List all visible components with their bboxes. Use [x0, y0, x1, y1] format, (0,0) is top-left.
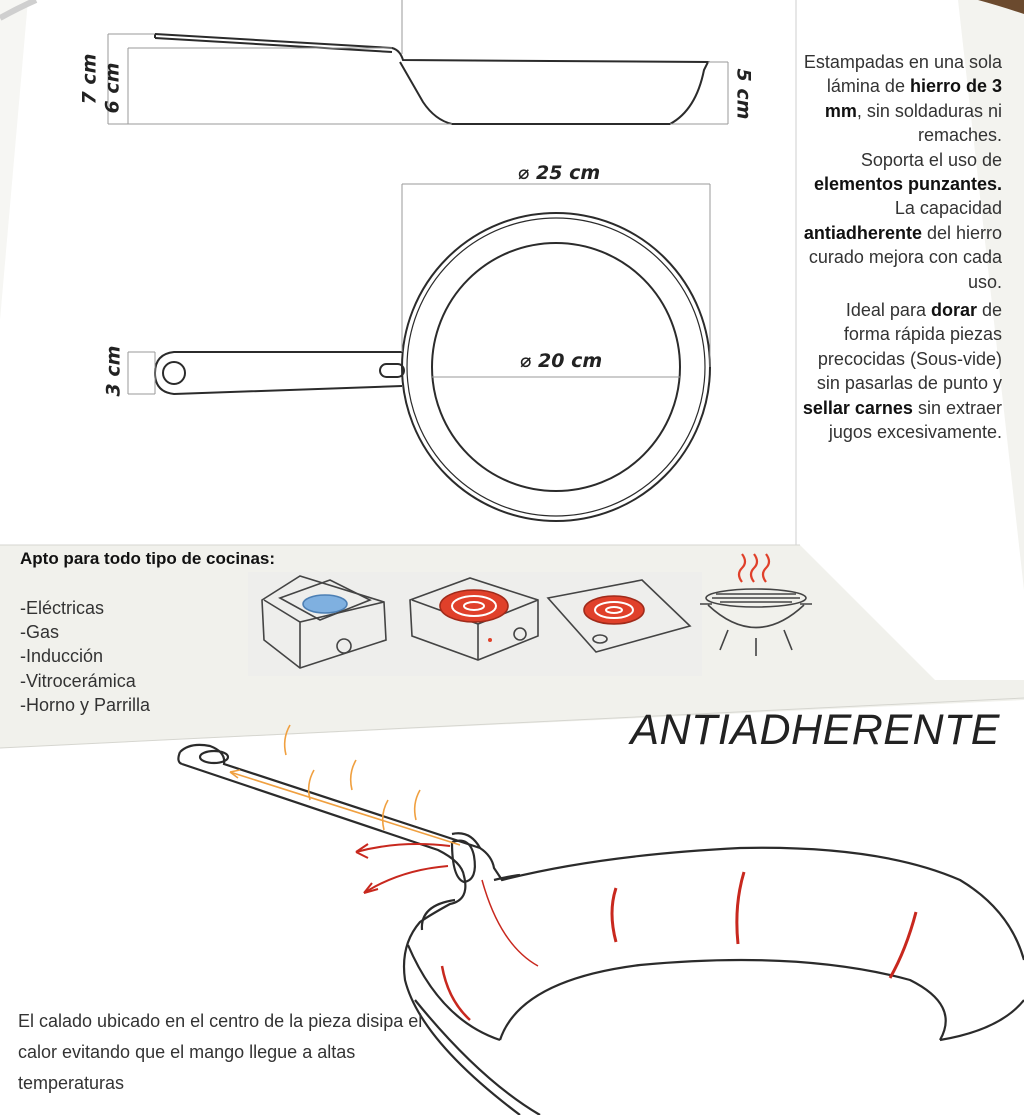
- stoves-list: [20, 596, 150, 717]
- band-left: [0, 0, 28, 320]
- handle-vent-description: El calado ubicado en el centro de la pieza disipa el calor evitando que el mango llegue a altas temperaturas: [18, 1011, 423, 1093]
- bold-text: elementos punzantes.: [813, 174, 1002, 195]
- dim-inner-diameter: ⌀ 20 cm: [520, 350, 603, 372]
- dim-depth: 5 cm: [732, 68, 755, 120]
- stove-item: -Eléctricas: [20, 598, 105, 618]
- section-heading: ANTIADHERENTE: [630, 706, 1000, 754]
- text: Estampadas en una sola lámina de: [803, 52, 1002, 97]
- stove-item: -Vitrocerámica: [20, 670, 136, 691]
- dim-handle-width: 3 cm: [102, 345, 125, 397]
- text: de forma rápida piezas precocidas (Sous-vide) sin pasarlas de punto y: [816, 300, 1002, 394]
- text: Soporta el uso de: [860, 149, 1002, 170]
- pan-side-view: [155, 0, 708, 124]
- stove-item: -Horno y Parrilla: [20, 694, 151, 715]
- text: La capacidad: [894, 198, 1002, 219]
- text: del hierro curado mejora con cada uso.: [808, 222, 1002, 292]
- bold-text: antiadherente: [803, 222, 922, 243]
- text: Ideal para: [845, 300, 931, 321]
- pan-heat-arrows: [356, 844, 916, 1020]
- description-p4: [800, 298, 1002, 444]
- side-dimension-lines: [108, 34, 728, 124]
- dim-total-height: 7 cm: [78, 53, 101, 105]
- description-p2: [800, 148, 1002, 197]
- bold-text: dorar: [930, 300, 977, 321]
- stoves-title: Apto para todo tipo de cocinas:: [20, 549, 276, 568]
- pan-top-view: [155, 213, 710, 521]
- product-description: [800, 50, 1002, 445]
- handle-heat-arrows: [230, 725, 460, 845]
- stove-item: -Gas: [20, 622, 60, 643]
- text: , sin soldaduras ni remaches.: [856, 100, 1002, 146]
- top-dimension-lines: [128, 184, 710, 394]
- stove-item: -Inducción: [20, 646, 104, 667]
- dim-body-height: 6 cm: [101, 62, 124, 114]
- text: sin extraer jugos excesivamente.: [828, 397, 1002, 443]
- bold-text: sellar carnes: [802, 397, 913, 418]
- bold-text: hierro de 3 mm: [824, 76, 1002, 121]
- dim-outer-diameter: ⌀ 25 cm: [518, 162, 601, 184]
- description-p3: [800, 196, 1002, 294]
- description-p1: [800, 50, 1002, 148]
